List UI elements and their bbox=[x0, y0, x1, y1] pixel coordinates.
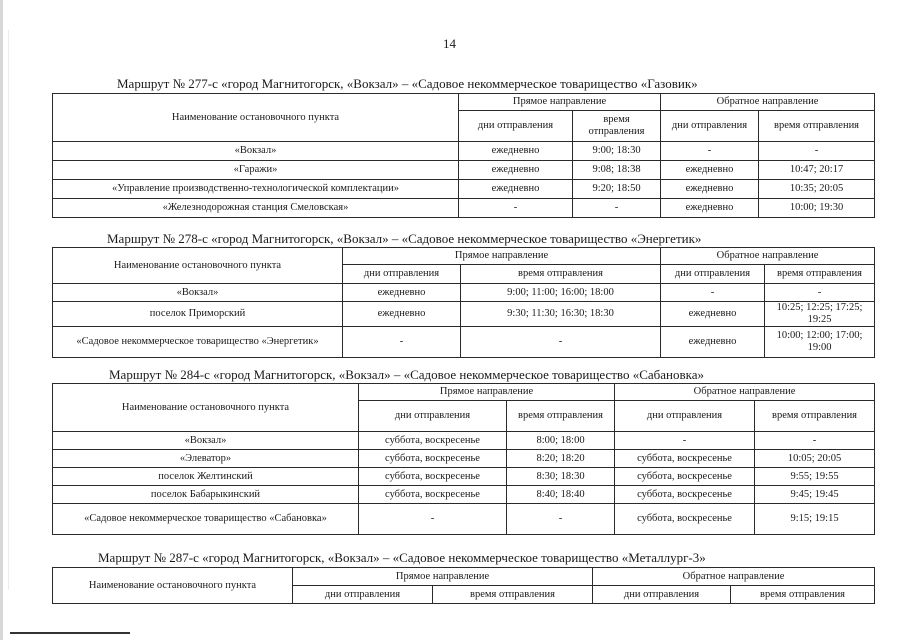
bwd-time: - bbox=[765, 284, 875, 302]
stop-name: «Вокзал» bbox=[53, 432, 359, 450]
forward-header: Прямое направление bbox=[359, 384, 615, 401]
fwd-days: суббота, воскресенье bbox=[359, 432, 507, 450]
fwd-time: - bbox=[573, 199, 661, 218]
bwd-time: 9:15; 19:15 bbox=[755, 504, 875, 535]
stop-header: Наименование остановочного пункта bbox=[53, 248, 343, 284]
table-row bbox=[53, 161, 875, 180]
stop-header: Наименование остановочного пункта bbox=[53, 94, 459, 142]
bwd-time: 9:45; 19:45 bbox=[755, 486, 875, 504]
table-row bbox=[53, 486, 875, 504]
table-row bbox=[53, 142, 875, 161]
stop-name: «Железнодорожная станция Смеловская» bbox=[53, 199, 459, 218]
fwd-days-header: дни отправления bbox=[359, 401, 507, 432]
fwd-days: ежедневно bbox=[459, 161, 573, 180]
table-row bbox=[53, 450, 875, 468]
stop-header: Наименование остановочного пункта bbox=[53, 568, 293, 604]
fwd-days: ежедневно bbox=[459, 142, 573, 161]
bwd-days: - bbox=[661, 142, 759, 161]
fwd-days: - bbox=[459, 199, 573, 218]
stop-name: «Вокзал» bbox=[53, 142, 459, 161]
fwd-time: 9:00; 11:00; 16:00; 18:00 bbox=[461, 284, 661, 302]
bwd-days: ежедневно bbox=[661, 199, 759, 218]
fwd-days-header: дни отправления bbox=[343, 265, 461, 284]
bwd-time: 10:25; 12:25; 17:25; 19:25 bbox=[765, 302, 875, 327]
fwd-days: - bbox=[343, 327, 461, 358]
table-row bbox=[53, 327, 875, 358]
bwd-days: ежедневно bbox=[661, 161, 759, 180]
table-row bbox=[53, 284, 875, 302]
fwd-time: 9:00; 18:30 bbox=[573, 142, 661, 161]
route-284-title: Маршрут № 284-с «город Магнитогорск, «Вокзал» – «Садовое некоммерческое товарищество «Сабановка» bbox=[109, 367, 705, 382]
bottom-rule bbox=[10, 632, 130, 634]
table-row bbox=[53, 302, 875, 327]
scan-line bbox=[8, 30, 9, 590]
table-row bbox=[53, 504, 875, 535]
bwd-time: - bbox=[755, 432, 875, 450]
fwd-time-header: время отправления bbox=[433, 586, 593, 604]
stop-name: «Управление производственно-технологической комплектации» bbox=[53, 180, 459, 199]
fwd-time: 8:00; 18:00 bbox=[507, 432, 615, 450]
bwd-time: 9:55; 19:55 bbox=[755, 468, 875, 486]
stop-name: поселок Желтинский bbox=[53, 468, 359, 486]
stop-name: «Вокзал» bbox=[53, 284, 343, 302]
stop-name: «Элеватор» bbox=[53, 450, 359, 468]
fwd-days: суббота, воскресенье bbox=[359, 486, 507, 504]
route-278-title: Маршрут № 278-с «город Магнитогорск, «Вокзал» – «Садовое некоммерческое товарищество «Энергетик» bbox=[107, 231, 702, 246]
bwd-days-header: дни отправления bbox=[661, 111, 759, 142]
route-287-table bbox=[52, 567, 875, 604]
route-277-table bbox=[52, 93, 875, 218]
page-edge bbox=[0, 0, 3, 640]
bwd-days: суббота, воскресенье bbox=[615, 468, 755, 486]
bwd-time-header: время отправления bbox=[759, 111, 875, 142]
table-row bbox=[53, 432, 875, 450]
fwd-time: - bbox=[507, 504, 615, 535]
bwd-time: 10:35; 20:05 bbox=[759, 180, 875, 199]
forward-header: Прямое направление bbox=[293, 568, 593, 586]
stop-name: поселок Бабарыкинский bbox=[53, 486, 359, 504]
bwd-days: суббота, воскресенье bbox=[615, 504, 755, 535]
bwd-time: 10:00; 19:30 bbox=[759, 199, 875, 218]
fwd-days: суббота, воскресенье bbox=[359, 468, 507, 486]
bwd-days-header: дни отправления bbox=[593, 586, 731, 604]
bwd-days: ежедневно bbox=[661, 302, 765, 327]
route-278-table bbox=[52, 247, 875, 358]
forward-header: Прямое направление bbox=[459, 94, 661, 111]
backward-header: Обратное направление bbox=[661, 248, 875, 265]
bwd-time-header: время отправления bbox=[765, 265, 875, 284]
page-number: 14 bbox=[443, 36, 456, 51]
fwd-time-header: время отправления bbox=[507, 401, 615, 432]
bwd-days-header: дни отправления bbox=[615, 401, 755, 432]
table-row bbox=[53, 468, 875, 486]
bwd-days: - bbox=[661, 284, 765, 302]
fwd-days: ежедневно bbox=[343, 302, 461, 327]
backward-header: Обратное направление bbox=[593, 568, 875, 586]
fwd-time: 9:08; 18:38 bbox=[573, 161, 661, 180]
fwd-time: 8:20; 18:20 bbox=[507, 450, 615, 468]
fwd-time-header: время отправления bbox=[573, 111, 661, 142]
route-277-title: Маршрут № 277-с «город Магнитогорск, «Вокзал» – «Садовое некоммерческое товарищество «Газовик» bbox=[117, 76, 698, 91]
table-row bbox=[53, 180, 875, 199]
backward-header: Обратное направление bbox=[661, 94, 875, 111]
bwd-time: 10:47; 20:17 bbox=[759, 161, 875, 180]
fwd-days: - bbox=[359, 504, 507, 535]
fwd-days-header: дни отправления bbox=[293, 586, 433, 604]
fwd-time: 9:30; 11:30; 16:30; 18:30 bbox=[461, 302, 661, 327]
bwd-days: суббота, воскресенье bbox=[615, 450, 755, 468]
bwd-days: - bbox=[615, 432, 755, 450]
fwd-time-header: время отправления bbox=[461, 265, 661, 284]
bwd-days: ежедневно bbox=[661, 327, 765, 358]
backward-header: Обратное направление bbox=[615, 384, 875, 401]
bwd-days: ежедневно bbox=[661, 180, 759, 199]
bwd-time: 10:05; 20:05 bbox=[755, 450, 875, 468]
stop-name: «Гаражи» bbox=[53, 161, 459, 180]
stop-header: Наименование остановочного пункта bbox=[53, 384, 359, 432]
stop-name: поселок Приморский bbox=[53, 302, 343, 327]
fwd-time: - bbox=[461, 327, 661, 358]
fwd-days: ежедневно bbox=[459, 180, 573, 199]
fwd-days-header: дни отправления bbox=[459, 111, 573, 142]
fwd-days: ежедневно bbox=[343, 284, 461, 302]
route-284-table bbox=[52, 383, 875, 535]
fwd-time: 9:20; 18:50 bbox=[573, 180, 661, 199]
bwd-days-header: дни отправления bbox=[661, 265, 765, 284]
forward-header: Прямое направление bbox=[343, 248, 661, 265]
bwd-time-header: время отправления bbox=[731, 586, 875, 604]
table-row bbox=[53, 199, 875, 218]
bwd-time-header: время отправления bbox=[755, 401, 875, 432]
bwd-time: - bbox=[759, 142, 875, 161]
route-287-title: Маршрут № 287-с «город Магнитогорск, «Вокзал» – «Садовое некоммерческое товарищество «Металлург-3» bbox=[98, 550, 706, 565]
bwd-time: 10:00; 12:00; 17:00; 19:00 bbox=[765, 327, 875, 358]
bwd-days: суббота, воскресенье bbox=[615, 486, 755, 504]
fwd-time: 8:30; 18:30 bbox=[507, 468, 615, 486]
fwd-days: суббота, воскресенье bbox=[359, 450, 507, 468]
stop-name: «Садовое некоммерческое товарищество «Энергетик» bbox=[53, 327, 343, 358]
stop-name: «Садовое некоммерческое товарищество «Сабановка» bbox=[53, 504, 359, 535]
fwd-time: 8:40; 18:40 bbox=[507, 486, 615, 504]
